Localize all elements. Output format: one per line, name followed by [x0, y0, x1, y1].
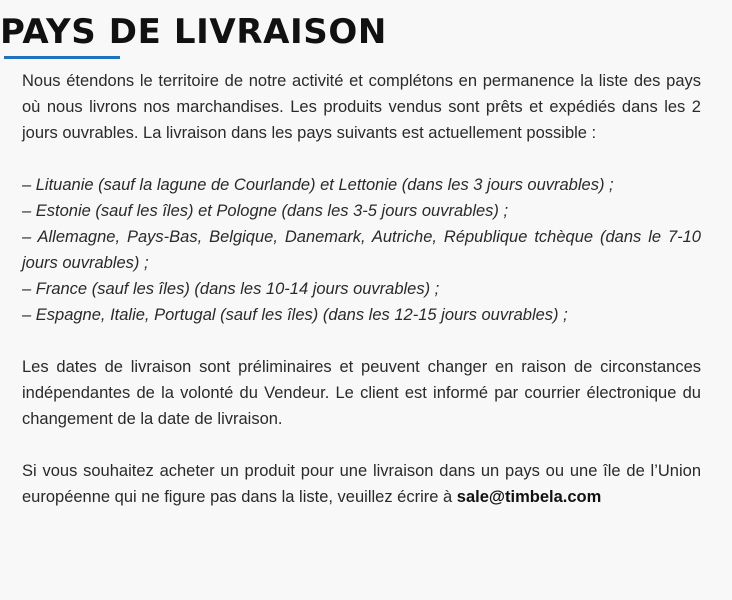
page-title: PAYS DE LIVRAISON [0, 12, 387, 52]
country-list-item: – Allemagne, Pays-Bas, Belgique, Danemark, Autriche, République tchèque (dans le 7-10 jours ouvrables) ; [22, 228, 701, 272]
country-list-item: – Lituanie (sauf la lagune de Courlande) et Lettonie (dans les 3 jours ouvrables) ; [22, 176, 614, 194]
intro-paragraph: Nous étendons le territoire de notre activité et complétons en permanence la liste des pays où nous livrons nos marchandises. Les produits vendus sont prêts et expédiés dans les 2 jours ouvrables. La livraison dans les pays suivants est actuellement possible : [22, 72, 701, 142]
country-list-item: – Estonie (sauf les îles) et Pologne (dans les 3-5 jours ouvrables) ; [22, 202, 509, 220]
contact-text: Si vous souhaitez acheter un produit pour une livraison dans un pays ou une île de l’Union européenne qui ne figure pas dans la liste, veuillez écrire à [22, 462, 701, 506]
contact-email-link[interactable]: sale@timbela.com [456, 488, 602, 506]
country-list [22, 172, 701, 328]
content-body [22, 68, 701, 510]
country-list-item: – France (sauf les îles) (dans les 10-14 jours ouvrables) ; [22, 280, 440, 298]
delivery-dates-note: Les dates de livraison sont préliminaires et peuvent changer en raison de circonstances indépendantes de la volonté du Vendeur. Le client est informé par courrier électronique du changement de la date de livraison. [22, 358, 701, 428]
title-underline [4, 56, 120, 59]
contact-paragraph [22, 458, 701, 510]
country-list-item: – Espagne, Italie, Portugal (sauf les îles) (dans les 12-15 jours ouvrables) ; [22, 306, 568, 324]
